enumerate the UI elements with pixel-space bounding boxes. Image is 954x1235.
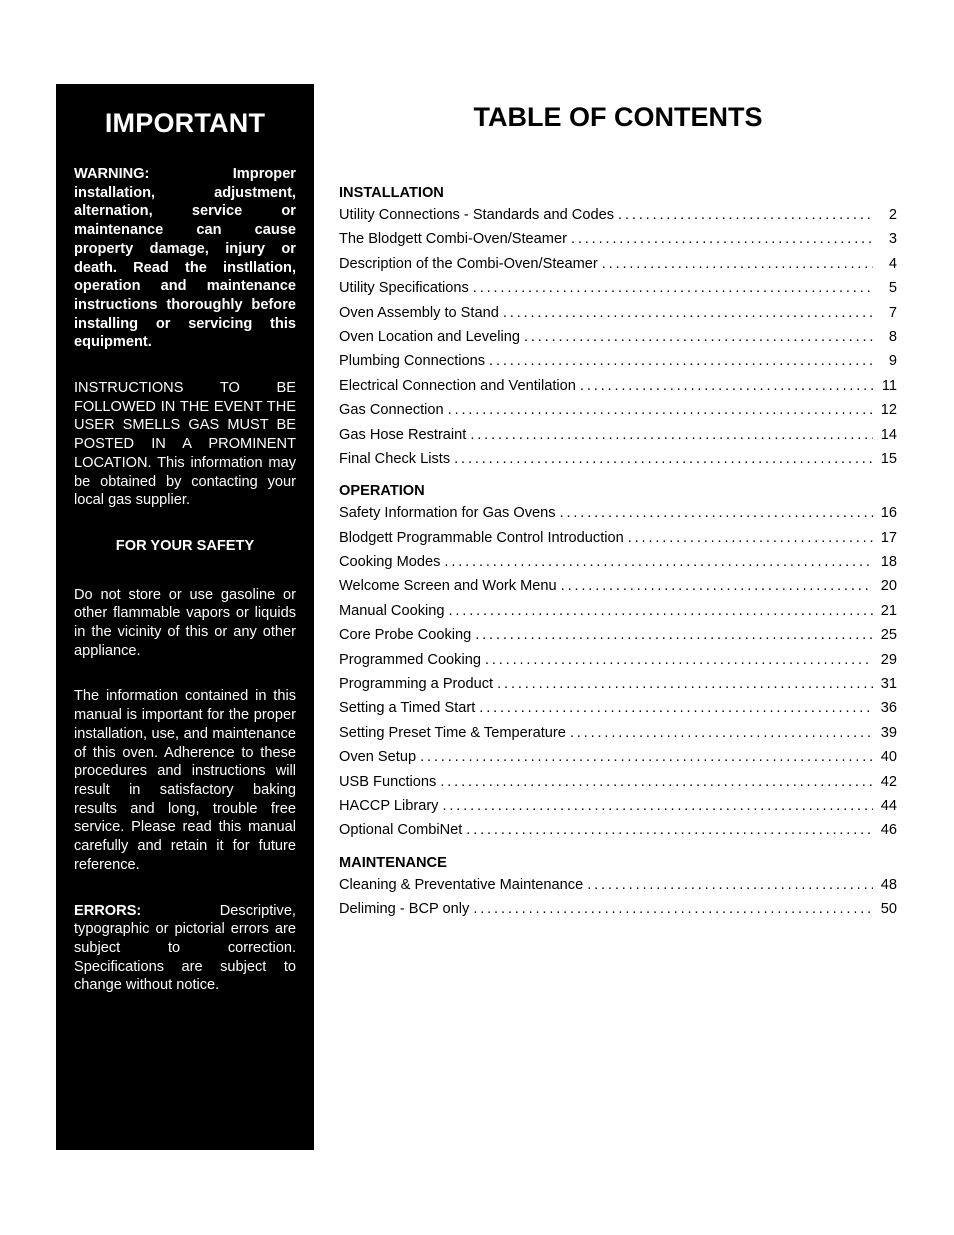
toc-section-heading: INSTALLATION <box>339 185 444 201</box>
toc-dot-leader <box>440 770 873 794</box>
toc-section-heading: OPERATION <box>339 483 425 500</box>
toc-entry-title: Utility Connections - Standards and Codes <box>339 207 614 223</box>
toc-entry <box>339 770 897 794</box>
toc-entry <box>339 349 897 373</box>
toc-dot-leader <box>479 696 873 720</box>
toc-entry <box>339 672 897 696</box>
toc-entry-page: 48 <box>880 876 897 893</box>
toc-dot-leader <box>448 599 873 623</box>
toc-entry-title: Final Check Lists <box>339 450 451 467</box>
toc-entry-page: 21 <box>880 602 897 619</box>
toc-entry-title: Programmed Cooking <box>339 651 481 668</box>
toc-entry-page: 36 <box>880 700 897 717</box>
toc-dot-leader <box>448 398 873 422</box>
toc-dot-leader <box>485 648 873 672</box>
table-of-contents <box>339 102 897 922</box>
toc-entry <box>339 745 897 769</box>
toc-entry-title: Electrical Connection and Ventilation <box>339 377 576 394</box>
toc-dot-leader <box>497 672 873 696</box>
toc-entry <box>339 599 897 623</box>
toc-entry-page: 14 <box>880 426 897 443</box>
gasoline-warning-text: Do not store or use gasoline or other flammable vapors or liquids in the vicinity of this or any other appliance. <box>74 586 296 659</box>
toc-entry-title: Description of the Combi-Oven/Steamer <box>339 255 598 272</box>
toc-entry <box>339 897 897 921</box>
toc-dot-leader <box>442 794 873 818</box>
important-heading: IMPORTANT <box>104 108 266 138</box>
toc-entry <box>339 398 897 422</box>
toc-title: TABLE OF CONTENTS <box>473 102 763 132</box>
toc-entry-page: 40 <box>880 749 897 766</box>
toc-entry-page: 7 <box>888 304 897 321</box>
errors-body: Descriptive, typographic or pictorial errors are subject to correction. Specifications are subject to change without notice. <box>74 902 296 994</box>
toc-entry-page: 2 <box>888 207 897 223</box>
toc-dot-leader <box>454 447 873 471</box>
toc-dot-leader <box>587 873 873 897</box>
toc-dot-leader <box>561 574 873 598</box>
toc-dot-leader <box>570 721 873 745</box>
toc-entry-page: 17 <box>880 529 897 546</box>
toc-entry-title: The Blodgett Combi-Oven/Steamer <box>339 231 567 248</box>
safety-heading: FOR YOUR SAFETY <box>115 537 255 554</box>
toc-entry-page: 39 <box>880 724 897 741</box>
toc-dot-leader <box>489 349 873 373</box>
toc-dot-leader <box>602 252 873 276</box>
toc-dot-leader <box>420 745 873 769</box>
toc-entry-title: Blodgett Programmable Control Introduction <box>339 529 624 546</box>
toc-entry <box>339 447 897 471</box>
toc-entry <box>339 276 897 300</box>
toc-dot-leader <box>473 276 873 300</box>
toc-entry-page: 15 <box>880 450 897 467</box>
toc-entry-title: Plumbing Connections <box>339 353 486 370</box>
toc-entry-title: Gas Connection <box>339 402 444 419</box>
toc-entry-page: 20 <box>880 578 897 595</box>
toc-entry <box>339 550 897 574</box>
toc-entry-title: Oven Location and Leveling <box>339 328 520 345</box>
toc-entry-title: Setting Preset Time & Temperature <box>339 724 566 741</box>
toc-dot-leader <box>618 203 873 227</box>
toc-entry <box>339 794 897 818</box>
toc-dot-leader <box>571 227 873 251</box>
toc-entry-title: Optional CombiNet <box>339 822 463 839</box>
toc-entry <box>339 325 897 349</box>
toc-entry <box>339 574 897 598</box>
toc-entry <box>339 301 897 325</box>
toc-entry-title: Manual Cooking <box>339 602 445 619</box>
toc-entry <box>339 227 897 251</box>
toc-entry <box>339 501 897 525</box>
warning-text: WARNING: Improper installation, adjustment, alternation, service or maintenance can cause property damage, injury or death. Read the instllation, operation and maintenance instructions thoroughly before installing or servicing this equipment. <box>74 166 296 351</box>
toc-entry-title: Core Probe Cooking <box>339 627 472 644</box>
toc-entry-title: Oven Setup <box>339 749 417 766</box>
gas-instructions-text: INSTRUCTIONS TO BE FOLLOWED IN THE EVENT THE USER SMELLS GAS MUST BE POSTED IN A PROMINENT LOCATION. This information may be obtained by contacting your local gas supplier. <box>74 380 296 509</box>
toc-dot-leader <box>473 897 873 921</box>
toc-entry-title: HACCP Library <box>339 797 439 814</box>
toc-entry-page: 5 <box>888 280 897 297</box>
toc-entry-title: Oven Assembly to Stand <box>339 304 499 321</box>
toc-entry <box>339 374 897 398</box>
toc-entry <box>339 873 897 897</box>
toc-dot-leader <box>580 374 873 398</box>
toc-dot-leader <box>503 301 873 325</box>
toc-entry-title: Setting a Timed Start <box>339 700 476 717</box>
toc-entry-page: 4 <box>888 255 897 272</box>
toc-entry-page: 29 <box>880 651 897 668</box>
toc-dot-leader <box>560 501 873 525</box>
toc-entry-page: 12 <box>880 402 897 419</box>
toc-entry-title: Utility Specifications <box>339 280 469 297</box>
errors-label: ERRORS: <box>74 902 142 919</box>
toc-entry-title: Gas Hose Restraint <box>339 426 467 443</box>
toc-entry <box>339 648 897 672</box>
toc-entry-title: Cooking Modes <box>339 554 441 571</box>
toc-entry-page: 25 <box>880 627 897 644</box>
toc-entry-title: Cleaning & Preventative Maintenance <box>339 876 584 893</box>
toc-dot-leader <box>444 550 873 574</box>
toc-entry <box>339 423 897 447</box>
toc-entry <box>339 721 897 745</box>
toc-entry-title: Welcome Screen and Work Menu <box>339 578 557 595</box>
toc-entry-page: 3 <box>888 231 897 248</box>
toc-entry-page: 11 <box>881 377 897 394</box>
toc-entry-title: USB Functions <box>339 773 437 790</box>
toc-dot-leader <box>475 623 873 647</box>
toc-entry-page: 31 <box>880 676 897 693</box>
toc-entry <box>339 203 897 227</box>
toc-entry <box>339 818 897 842</box>
toc-entry-page: 8 <box>888 328 897 345</box>
toc-dot-leader <box>524 325 873 349</box>
toc-section-heading: MAINTENANCE <box>339 854 447 871</box>
toc-entry <box>339 526 897 550</box>
toc-entry-page: 9 <box>888 353 897 370</box>
toc-entry-title: Deliming - BCP only <box>339 901 470 918</box>
toc-sections <box>339 183 897 922</box>
toc-entry-page: 18 <box>880 554 897 571</box>
toc-entry-page: 46 <box>880 822 897 839</box>
toc-dot-leader <box>466 818 873 842</box>
toc-dot-leader <box>470 423 873 447</box>
toc-entry <box>339 696 897 720</box>
toc-entry-page: 50 <box>880 901 897 918</box>
toc-entry-page: 42 <box>880 773 897 790</box>
important-sidebar <box>56 84 314 1150</box>
toc-entry-title: Programming a Product <box>339 676 494 693</box>
toc-entry <box>339 623 897 647</box>
toc-entry <box>339 252 897 276</box>
toc-entry-title: Safety Information for Gas Ovens <box>339 505 556 522</box>
errors-text <box>74 902 296 996</box>
toc-dot-leader <box>628 526 873 550</box>
toc-entry-page: 44 <box>880 797 897 814</box>
manual-info-text: The information contained in this manual is important for the proper installation, use, and maintenance of this oven. Adherence to these procedures and instructions will result in satisfactory baking results and long, trouble free service. Please read this manual carefully and retain it for future reference. <box>74 688 296 873</box>
toc-entry-page: 16 <box>880 505 897 522</box>
